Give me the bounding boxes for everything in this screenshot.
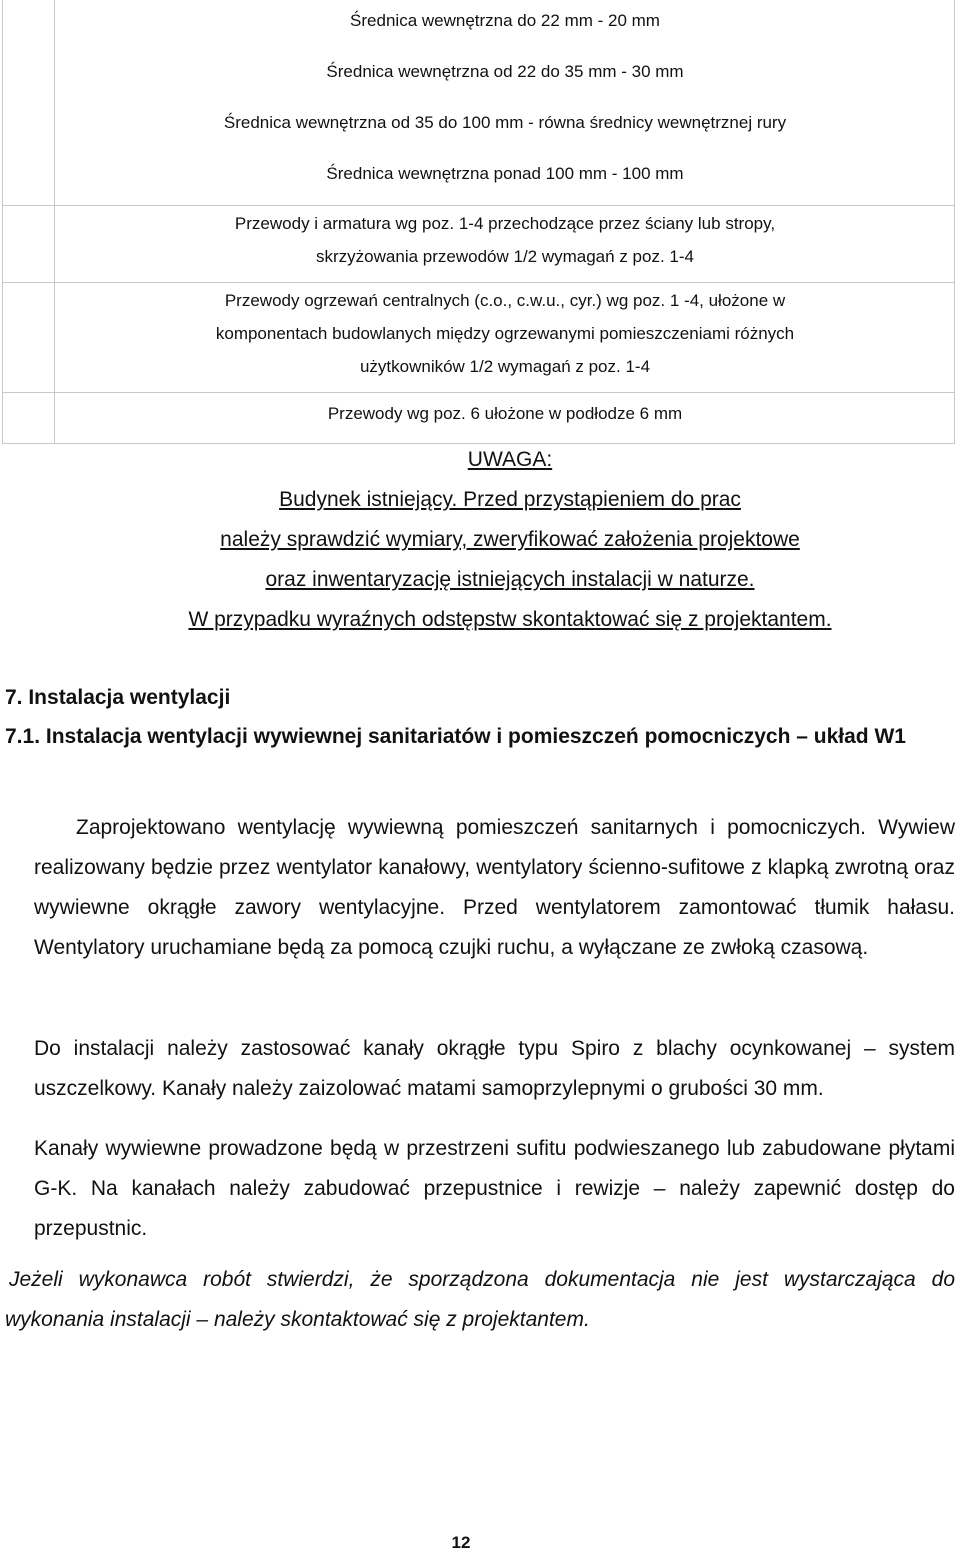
table-row: skrzyżowania przewodów 1/2 wymagań z poz. 1-4 [316, 247, 694, 266]
table-row: Przewody i armatura wg poz. 1-4 przechodzące przez ściany lub stropy, [234, 214, 776, 233]
section-heading: 7. Instalacja wentylacji [5, 686, 231, 709]
warning-line: W przypadku wyraźnych odstępstw skontaktować się z projektantem. [188, 608, 832, 631]
warning-line: należy sprawdzić wymiary, zweryfikować założenia projektowe [220, 528, 800, 551]
table-row: użytkowników 1/2 wymagań z poz. 1-4 [359, 357, 651, 376]
table-row: Średnica wewnętrzna od 22 do 35 mm - 30 mm [326, 62, 684, 81]
table-row-divider [2, 282, 955, 283]
warning-line: Budynek istniejący. Przed przystąpieniem do prac [279, 488, 741, 511]
warning-line: oraz inwentaryzację istniejących instalacji w naturze. [265, 568, 755, 591]
paragraph-duct-routing [34, 1129, 955, 1249]
table-row: Przewody ogrzewań centralnych (c.o., c.w.u., cyr.) wg poz. 1 -4, ułożone w [224, 291, 786, 310]
warning-title: UWAGA: [467, 448, 553, 471]
table-border-left [2, 0, 3, 444]
table-row: Przewody wg poz. 6 ułożone w podłodze 6 mm [327, 404, 683, 423]
paragraph-ducts [34, 1029, 955, 1109]
paragraph-ventilation-description [34, 808, 955, 968]
table-row-divider [2, 392, 955, 393]
paragraph-text: Kanały wywiewne prowadzone będą w przestrzeni sufitu podwieszanego lub zabudowane płytami G-K. Na kanałach należy zabudować przepustnice i rewizje – należy zapewnić dostęp do przepustnic. [34, 1137, 955, 1240]
table-row: Średnica wewnętrzna ponad 100 mm - 100 mm [326, 164, 684, 183]
table-row: Średnica wewnętrzna od 35 do 100 mm - równa średnicy wewnętrznej rury [223, 113, 787, 132]
paragraph-text: Do instalacji należy zastosować kanały okrągłe typu Spiro z blachy ocynkowanej – system uszczelkowy. Kanały należy zaizolować matami samoprzylepnymi o grubości 30 mm. [34, 1037, 955, 1100]
table-row: Średnica wewnętrzna do 22 mm - 20 mm [350, 11, 660, 30]
page-number: 12 [451, 1533, 471, 1552]
note-paragraph: Jeżeli wykonawca robót stwierdzi, że sporządzona dokumentacja nie jest wystarczająca do wykonania instalacji – należy skontaktować się z projektantem. [5, 1268, 955, 1331]
paragraph-text: Zaprojektowano wentylację wywiewną pomieszczeń sanitarnych i pomocniczych. Wywiew realizowany będzie przez wentylator kanałowy, wentylatory ścienno-sufitowe z klapką zwrotną oraz wywiewne okrągłe zawory wentylacyjne. Przed wentylatorem zamontować tłumik hałasu. Wentylatory uruchamiane będą za pomocą czujki ruchu, a wyłączane ze zwłoką czasową. [34, 816, 955, 959]
table-row-divider [2, 205, 955, 206]
subsection-heading: 7.1. Instalacja wentylacji wywiewnej sanitariatów i pomieszczeń pomocniczych – układ W1 [5, 725, 906, 748]
table-row: komponentach budowlanych między ogrzewanymi pomieszczeniami różnych [215, 324, 795, 343]
